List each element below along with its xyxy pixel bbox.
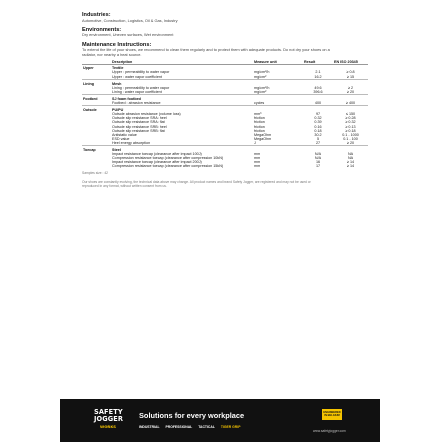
- table-description-cell: Footbed : abrasion resistance: [112, 101, 161, 106]
- table-standard-cell: NA: [347, 152, 354, 157]
- table-category-cell: Lining: [82, 79, 111, 86]
- table-description-cell: Outsole slip resistance SRA: flat: [112, 120, 165, 125]
- table-standard-cell: NA: [347, 156, 354, 161]
- table-result-cell: N/A: [314, 156, 322, 161]
- table-empty-cell: [303, 106, 333, 113]
- table-description-cell: Outsole slip resistance SRB: flat: [112, 128, 165, 133]
- table-unit-cell: cycles: [254, 101, 265, 106]
- table-result-cell: 0.32: [314, 116, 322, 121]
- table-description-cell: Upper : water vapor coefficient: [112, 74, 162, 79]
- header-description: Description: [111, 60, 253, 65]
- table-empty-cell: [253, 79, 303, 86]
- logo-line-2: JOGGER: [94, 415, 124, 423]
- table-empty-cell: [253, 94, 303, 101]
- website-url: www.safetyjogger.com: [313, 429, 346, 433]
- engineered-in-belgium-badge: [322, 409, 342, 420]
- table-material-cell: PU/PU: [111, 106, 253, 113]
- table-standard-cell: ≥ 2: [347, 85, 354, 90]
- table-result-cell: 30.2: [314, 132, 322, 137]
- table-unit-cell: mg/cm²: [254, 74, 267, 79]
- table-standard-cell: ≥ 20: [346, 140, 355, 145]
- table-material-cell: SJ foam footbed: [111, 94, 253, 101]
- category-industrial: INDUSTRIAL: [139, 425, 160, 429]
- table-standard-cell: ≥ 15: [346, 74, 355, 79]
- table-standard-cell: ≥ 14: [346, 160, 355, 165]
- table-description-cell: Impact resistance toecap (clearance after impact 200J): [112, 160, 202, 165]
- table-empty-cell: [253, 145, 303, 152]
- industries-heading: Industries:: [82, 12, 111, 18]
- disclaimer-line-1: Our shoes are constantly evolving, the technical data above may change. All product names and brand Safety Jogger, are registered and may not be used or: [82, 180, 311, 185]
- table-standard-cell: ≥ 0.32: [345, 120, 356, 125]
- specifications-table: [82, 60, 368, 169]
- table-unit-cell: mm: [254, 160, 261, 165]
- table-unit-cell: J: [254, 140, 256, 145]
- table-unit-cell: mm³: [254, 112, 262, 117]
- table-standard-cell: ≥ 20: [346, 89, 355, 94]
- table-description-cell: Lining : water vapor coefficient: [112, 89, 162, 94]
- table-material-cell: Steel: [111, 145, 253, 152]
- table-result-cell: 5: [316, 136, 320, 141]
- category-list: [139, 425, 245, 429]
- sample-size-note: Samples size : 42: [82, 171, 109, 176]
- table-unit-cell: friction: [254, 120, 265, 125]
- maintenance-text-line-1: To extend the life of your shoes, we recommend to clean them regularly and to protect them with adequate products. Do not dry your shoes on a: [82, 47, 330, 53]
- table-description-cell: Outsole abrasion resistance (volume loss): [112, 112, 181, 117]
- table-unit-cell: mm: [254, 156, 261, 161]
- table-description-cell: ESD value: [112, 136, 130, 141]
- table-unit-cell: friction: [254, 124, 265, 129]
- table-standard-cell: ≥ 0.13: [345, 124, 356, 129]
- datasheet-content: [82, 12, 358, 188]
- table-body: [82, 65, 368, 169]
- footer-banner: [60, 399, 380, 442]
- header-en-iso: EN ISO 20345: [333, 60, 368, 65]
- table-standard-cell: ≥ 0.28: [345, 116, 356, 121]
- table-standard-cell: 0.1 - 1000: [342, 132, 359, 137]
- table-result-cell: 49.6: [314, 85, 322, 90]
- table-description-cell: Upper : permeability to water vapor: [112, 70, 170, 75]
- table-result-cell: 97: [315, 112, 321, 117]
- table-result-cell: N/A: [314, 152, 322, 157]
- table-result-cell: 400: [314, 101, 322, 106]
- table-result-cell: 0.16: [314, 124, 322, 129]
- table-standard-cell: 0.1 - 100: [343, 136, 358, 141]
- table-standard-cell: ≥ 0.18: [345, 128, 356, 133]
- table-result-cell: 396.6: [313, 89, 323, 94]
- table-unit-cell: MegaOhm: [254, 136, 272, 141]
- table-standard-cell: ≥ 400: [345, 101, 356, 106]
- table-unit-cell: friction: [254, 128, 265, 133]
- table-description-cell: Outsole slip resistance SRA: heel: [112, 116, 167, 121]
- disclaimer-line-2: reproduced in any format, without written consent from us.: [82, 184, 167, 189]
- logo-line-3: WORKS: [100, 424, 117, 429]
- table-empty-cell: [333, 145, 368, 152]
- header-measure-unit: Measure unit: [253, 60, 303, 65]
- table-description-cell: Compression resistance toecap (clearance after compression 10kN): [112, 156, 224, 161]
- table-empty-cell: [303, 79, 333, 86]
- table-unit-cell: mm: [254, 164, 261, 169]
- safety-jogger-logo: [94, 409, 130, 433]
- table-result-cell: 0.18: [314, 128, 322, 133]
- table-empty-cell: [303, 94, 333, 101]
- table-result-cell: 16.2: [314, 74, 322, 79]
- category-professional: PROFESSIONAL: [165, 425, 193, 429]
- badge-line-1: ENGINEERED: [323, 410, 341, 414]
- table-unit-cell: friction: [254, 116, 265, 121]
- table-empty-cell: [253, 106, 303, 113]
- table-empty-cell: [333, 94, 368, 101]
- table-group-row: [82, 79, 368, 86]
- environments-heading: Environments:: [82, 26, 122, 33]
- table-unit-cell: mm: [254, 152, 261, 157]
- industries-text: Automotive, Construction, Logistics, Oil & Gas, Industry: [82, 17, 178, 23]
- table-description-cell: Impact resistance toecap (clearance after impact 100J): [112, 152, 202, 157]
- table-empty-cell: [82, 164, 111, 168]
- badge-line-2: IN BELGIUM: [324, 413, 340, 417]
- table-result-cell: 17: [315, 164, 321, 169]
- header-result: Result: [303, 60, 333, 65]
- table-result-cell: 16: [315, 160, 321, 165]
- table-standard-cell: ≥ 14: [346, 164, 355, 169]
- table-material-cell: Mesh: [111, 79, 253, 86]
- environments-text: Dry environment, Uneven surfaces, Wet environment: [82, 32, 174, 38]
- table-standard-cell: ≥ 0.8: [346, 70, 355, 75]
- tagline: Solutions for every workplace: [139, 411, 245, 420]
- table-category-cell: Toecap: [82, 145, 111, 152]
- table-empty-cell: [333, 106, 368, 113]
- table-unit-cell: mg/cm²: [254, 89, 267, 94]
- table-group-row: [82, 106, 368, 113]
- table-unit-cell: mg/cm²/h: [254, 85, 270, 90]
- table-empty-cell: [303, 145, 333, 152]
- table-row: [82, 164, 368, 168]
- table-result-cell: 27: [315, 140, 321, 145]
- maintenance-heading: Maintenance Instructions:: [82, 41, 152, 48]
- table-category-cell: Footbed: [82, 94, 111, 101]
- table-empty-cell: [333, 79, 368, 86]
- table-description-cell: Antistatic value: [112, 132, 137, 137]
- table-result-cell: 2.1: [315, 70, 321, 75]
- logo-line-1: SAFETY: [94, 408, 123, 416]
- table-category-cell: Upper: [83, 66, 94, 71]
- table-standard-cell: ≤ 150: [345, 112, 356, 117]
- table-unit-cell: mg/cm²/h: [254, 70, 270, 75]
- disclaimer: [82, 180, 342, 188]
- table-group-row: [82, 145, 368, 152]
- table-material-cell: Textile: [112, 66, 124, 71]
- table-description-cell: Compression resistance toecap (clearance after compression 15kN): [112, 164, 224, 169]
- table-category-cell: Outsole: [82, 106, 111, 113]
- table-unit-cell: MegaOhm: [254, 132, 272, 137]
- table-group-row: [82, 94, 368, 101]
- table-description-cell: Lining : permeability to water vapor: [112, 85, 170, 90]
- category-tactical: TACTICAL: [198, 425, 215, 429]
- maintenance-text-line-2: radiator, nor nearby a heat source.: [82, 51, 142, 57]
- table-description-cell: Heel energy absorption: [112, 140, 151, 145]
- table-description-cell: Outsole slip resistance SRB: heel: [112, 124, 167, 129]
- table-result-cell: 0.39: [314, 120, 322, 125]
- category-tiger-grip: TIGER GRIP: [220, 425, 241, 429]
